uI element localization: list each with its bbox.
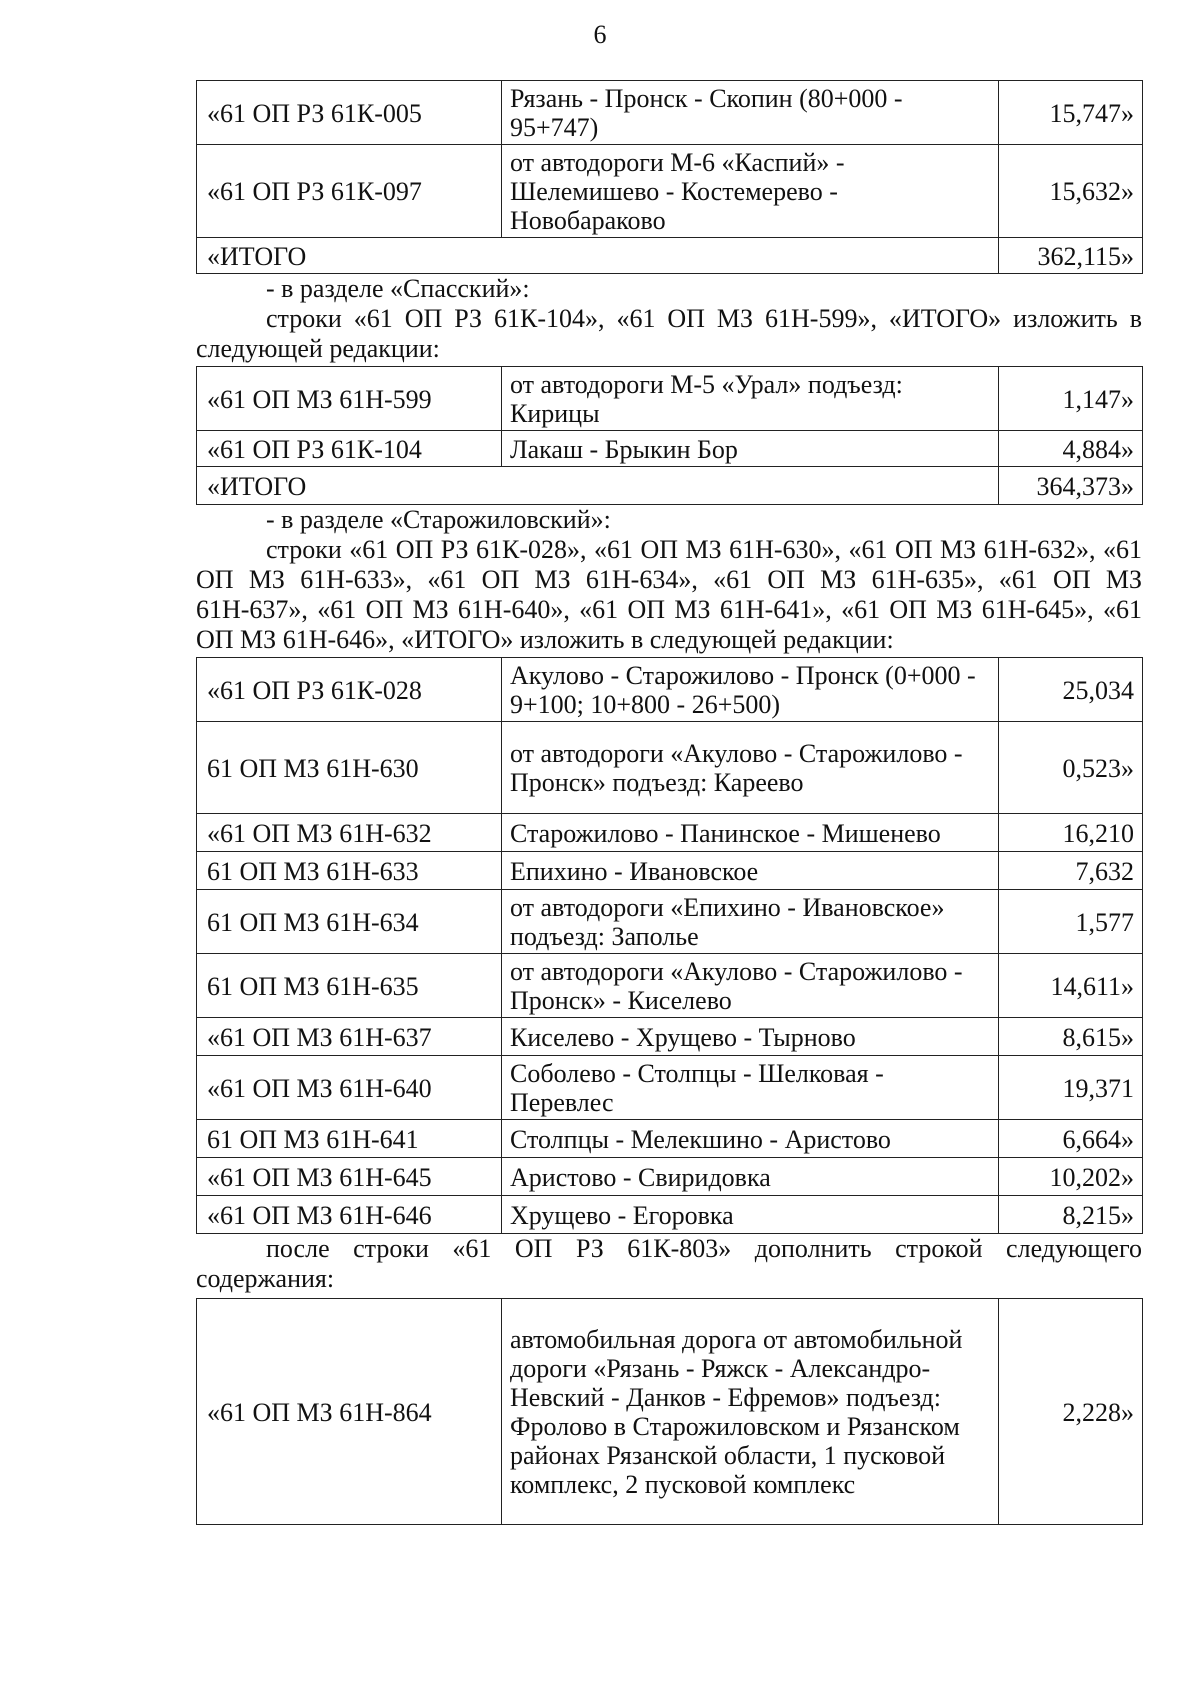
road-length: 8,615» bbox=[999, 1018, 1143, 1056]
road-name: от автодороги М-6 «Каспий» - Шелемишево - Костемерево - Новобараково bbox=[502, 145, 999, 238]
road-code: 61 ОП МЗ 61Н-630 bbox=[197, 722, 502, 814]
road-code: «61 ОП РЗ 61К-097 bbox=[197, 145, 502, 238]
road-name: Хрущево - Егоровка bbox=[502, 1196, 999, 1234]
road-length: 15,747» bbox=[999, 81, 1143, 145]
road-length: 19,371 bbox=[999, 1056, 1143, 1120]
road-name: Соболево - Столпцы - Шелковая - Перевлес bbox=[502, 1056, 999, 1120]
roads-table-2 bbox=[196, 366, 1143, 505]
road-length: 25,034 bbox=[999, 658, 1143, 722]
road-name: Акулово - Старожилово - Пронск (0+000 - 9+100; 10+800 - 26+500) bbox=[502, 658, 999, 722]
table-row bbox=[197, 1158, 1143, 1196]
table-row bbox=[197, 722, 1143, 814]
road-name: от автодороги «Акулово - Старожилово - Пронск» подъезд: Кареево bbox=[502, 722, 999, 814]
road-name: Рязань - Пронск - Скопин (80+000 - 95+747) bbox=[502, 81, 999, 145]
table-row bbox=[197, 890, 1143, 954]
road-length: 14,611» bbox=[999, 954, 1143, 1018]
road-name: от автодороги М-5 «Урал» подъезд: Кирицы bbox=[502, 367, 999, 431]
road-code: «61 ОП МЗ 61Н-637 bbox=[197, 1018, 502, 1056]
road-length: 15,632» bbox=[999, 145, 1143, 238]
table-row bbox=[197, 1018, 1143, 1056]
section-heading-spassky: - в разделе «Спасский»: bbox=[266, 274, 530, 303]
table-row bbox=[197, 1120, 1143, 1158]
table-row bbox=[197, 814, 1143, 852]
road-length: 7,632 bbox=[999, 852, 1143, 890]
road-name: Киселево - Хрущево - Тырново bbox=[502, 1018, 999, 1056]
road-name: Лакаш - Брыкин Бор bbox=[502, 431, 999, 467]
road-code: «61 ОП МЗ 61Н-640 bbox=[197, 1056, 502, 1120]
road-name: Аристово - Свиридовка bbox=[502, 1158, 999, 1196]
addition-instruction: после строки «61 ОП РЗ 61К-803» дополнить строкой следующего содержания: bbox=[196, 1234, 1142, 1293]
road-length: 10,202» bbox=[999, 1158, 1143, 1196]
road-code: «61 ОП МЗ 61Н-632 bbox=[197, 814, 502, 852]
document-body bbox=[196, 80, 1142, 1525]
road-length: 8,215» bbox=[999, 1196, 1143, 1234]
road-name: Старожилово - Панинское - Мишенево bbox=[502, 814, 999, 852]
section-instruction-spassky: строки «61 ОП РЗ 61К-104», «61 ОП МЗ 61Н-599», «ИТОГО» изложить в следующей редакции: bbox=[196, 304, 1142, 363]
section-heading-starozhilovsky: - в разделе «Старожиловский»: bbox=[266, 505, 611, 534]
road-code: «61 ОП РЗ 61К-104 bbox=[197, 431, 502, 467]
road-code: 61 ОП МЗ 61Н-633 bbox=[197, 852, 502, 890]
road-length: 4,884» bbox=[999, 431, 1143, 467]
roads-table-1 bbox=[196, 80, 1143, 274]
road-length: 0,523» bbox=[999, 722, 1143, 814]
road-code: «61 ОП МЗ 61Н-864 bbox=[197, 1299, 502, 1525]
road-length: 2,228» bbox=[999, 1299, 1143, 1525]
road-length: 1,147» bbox=[999, 367, 1143, 431]
total-label: «ИТОГО bbox=[197, 238, 999, 274]
road-name: автомобильная дорога от автомобильной дороги «Рязань - Ряжск - Александро-Невский - Данков - Ефремов» подъезд: Фролово в Старожиловском и Рязанском районах Рязанской области, 1 пусковой комплекс, 2 пусковой комплекс bbox=[502, 1299, 999, 1525]
road-length: 6,664» bbox=[999, 1120, 1143, 1158]
road-code: «61 ОП МЗ 61Н-645 bbox=[197, 1158, 502, 1196]
road-code: «61 ОП МЗ 61Н-599 bbox=[197, 367, 502, 431]
table-row bbox=[197, 954, 1143, 1018]
road-code: «61 ОП РЗ 61К-005 bbox=[197, 81, 502, 145]
table-row bbox=[197, 1056, 1143, 1120]
total-row bbox=[197, 238, 1143, 274]
table-row bbox=[197, 367, 1143, 431]
table-row bbox=[197, 658, 1143, 722]
road-code: 61 ОП МЗ 61Н-635 bbox=[197, 954, 502, 1018]
road-code: 61 ОП МЗ 61Н-634 bbox=[197, 890, 502, 954]
table-row bbox=[197, 852, 1143, 890]
table-row bbox=[197, 81, 1143, 145]
table-row bbox=[197, 1299, 1143, 1525]
table-row bbox=[197, 145, 1143, 238]
total-value: 364,373» bbox=[999, 467, 1143, 505]
road-length: 1,577 bbox=[999, 890, 1143, 954]
road-name: от автодороги «Епихино - Ивановское» подъезд: Заполье bbox=[502, 890, 999, 954]
road-code: «61 ОП РЗ 61К-028 bbox=[197, 658, 502, 722]
road-name: Епихино - Ивановское bbox=[502, 852, 999, 890]
road-length: 16,210 bbox=[999, 814, 1143, 852]
road-name: Столпцы - Мелекшино - Аристово bbox=[502, 1120, 999, 1158]
total-row bbox=[197, 467, 1143, 505]
total-value: 362,115» bbox=[999, 238, 1143, 274]
roads-table-4 bbox=[196, 1298, 1143, 1525]
road-name: от автодороги «Акулово - Старожилово - Пронск» - Киселево bbox=[502, 954, 999, 1018]
total-label: «ИТОГО bbox=[197, 467, 999, 505]
road-code: 61 ОП МЗ 61Н-641 bbox=[197, 1120, 502, 1158]
roads-table-3 bbox=[196, 657, 1143, 1234]
table-row bbox=[197, 431, 1143, 467]
table-row bbox=[197, 1196, 1143, 1234]
section-instruction-starozhilovsky: строки «61 ОП РЗ 61К-028», «61 ОП МЗ 61Н-630», «61 ОП МЗ 61Н-632», «61 ОП МЗ 61Н-633», «61 ОП МЗ 61Н-634», «61 ОП МЗ 61Н-635», «61 ОП МЗ 61Н-637», «61 ОП МЗ 61Н-640», «61 ОП МЗ 61Н-641», «61 ОП МЗ 61Н-645», «61 ОП МЗ 61Н-646», «ИТОГО» изложить в следующей редакции: bbox=[196, 535, 1142, 654]
road-code: «61 ОП МЗ 61Н-646 bbox=[197, 1196, 502, 1234]
page-number: 6 bbox=[593, 20, 607, 49]
